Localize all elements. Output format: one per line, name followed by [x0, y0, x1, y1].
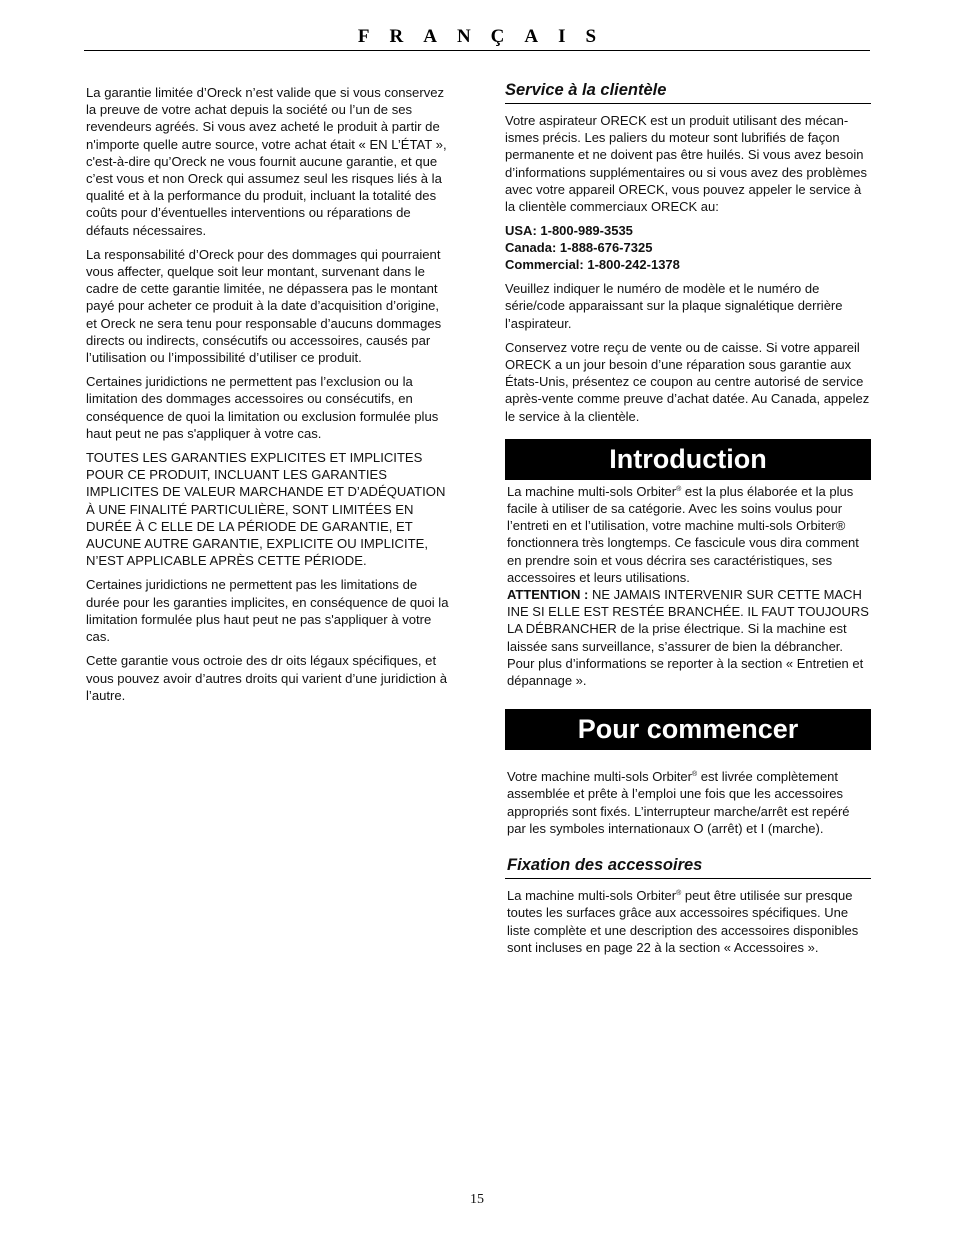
getting-started-banner: Pour commencer — [505, 709, 871, 750]
warranty-paragraph: La responsabilité d’Oreck pour des dommages qui pourraient vous affecter, quelque soit leur montant, survenant dans le cadre de cette garantie limitée, ne dépassera pas le montant payé pour acheter ce produit à la date d’acquisition d’origine, et Oreck ne sera tenu pour responsable d’aucuns dommages directs ou indirects, consécutifs ou accessoires, causés par l’utilisation ou l’impossibilité d’utiliser ce produit. — [86, 246, 442, 366]
warranty-paragraph: Certaines juridictions ne permettent pas l’exclusion ou la limitation des dommages accessoires ou consécutifs, en conséquence de quoi la limitation ou exclusion formulée plus haut peut ne pas s'appliquer à votre cas. — [86, 374, 439, 441]
registered-mark: ® — [676, 485, 682, 493]
warranty-paragraph: Certaines juridictions ne permettent pas les limitations de durée pour les garanties implicites, en conséquence de quoi la limitation formulée plus haut peut ne pas s'appliquer à votre cas. — [86, 577, 449, 645]
introduction-banner: Introduction — [505, 439, 871, 480]
page-language-header: FRANÇAIS — [357, 26, 617, 47]
info-column — [505, 80, 871, 963]
warranty-paragraph: Cette garantie vous octroie des dr oits légaux spécifiques, et vous pouvez avoir d’autres droits qui varient d’une juridiction à l’autre. — [86, 653, 448, 703]
warranty-column — [86, 84, 450, 711]
header-divider — [84, 50, 870, 51]
registered-mark: ® — [676, 890, 682, 898]
phone-commercial: Commercial: 1-800-242-1378 — [505, 257, 680, 273]
phone-canada: Canada: 1-888-676-7325 — [505, 240, 653, 256]
accessories-heading: Fixation des accessoires — [505, 855, 871, 879]
warranty-paragraph: TOUTES LES GARANTIES EXPLICITES ET IMPLICITES POUR CE PRODUIT, INCLUANT LES GARANTIES IMPLICITES DE VALEUR MARCHANDE ET D’ADÉQUATION À UNE FINALITÉ PARTICULIÈRE, SONT LIMITÉES EN DURÉE À C ELLE DE LA PÉRIODE DE GARANTIE, ET AUCUNE AUTRE GARANTIE, EXPLICITE OU IMPLICITE, N’EST APPLICABLE APRÈS CETTE PÉRIODE. — [86, 450, 446, 569]
service-heading: Service à la clientèle — [505, 80, 871, 104]
accessories-text: La machine multi-sols Orbiter® peut être utilisée sur presque toutes les surfaces grâce aux accessoires spécifiques. Une liste complète et une description des accessoires disponibles sont incluses en page 22 à la section « Accessoires ». — [507, 888, 859, 955]
getting-started-text: Votre machine multi-sols Orbiter® est livrée complètement assemblée et prête à l’emploi une fois que les accessoires appropriés sont fixés. L’interrupteur marche/arrêt est repéré par les symboles internationaux O (arrêt) et I (marche). — [507, 769, 850, 836]
page-number: 15 — [470, 1192, 484, 1207]
receipt-note: Conservez votre reçu de vente ou de caisse. Si votre appareil ORECK a un jour besoin d’une réparation sous garantie aux États-Unis, présentez ce coupon au centre autorisé de service après-vente comme preuve d’achat datée. Au Canada, appelez le service à la clientèle. — [505, 339, 870, 424]
model-note: Veuillez indiquer le numéro de modèle et le numéro de série/code apparaissant sur la plaque signalétique derrière l’aspirateur. — [505, 281, 843, 331]
attention-label: ATTENTION : — [507, 587, 589, 603]
phone-usa: USA: 1-800-989-3535 — [505, 223, 633, 239]
service-intro: Votre aspirateur ORECK est un produit utilisant des mécan-ismes précis. Les paliers du moteur sont lubrifiés de façon permanente et ne doivent pas être huilés. Si vous avez besoin d’informations supplémentaires ou si vous avez des problèmes avec votre appareil ORECK, vous pouvez appeler le service à la clientèle commerciaux ORECK au: — [505, 113, 868, 215]
registered-mark: ® — [691, 771, 698, 779]
introduction-text: La machine multi-sols Orbiter® est la plus élaborée et la plus facile à utiliser de sa catégorie. Avec les soins voulus pour l’entreti en et l’utilisation, votre machine multi-sols Orbiter® fonctionnera très longtemps. Ce fascicule vous dira comment en prendre soin et vous décrira ses caractéristiques, ses accessoires et leurs utilisations. ATTENTION : NE JAMAIS INTERVENIR SUR CETTE MACH INE SI ELLE EST RESTÉE BRANCHÉE. IL FAUT TOUJOURS LA DÉBRANCHER de la prise électrique. Si la machine est laissée sans surveillance, s’assurer de bien la débrancher. Pour plus d’informations se reporter à la section « Entretien et dépannage ». — [507, 483, 869, 689]
phone-list — [505, 222, 871, 273]
warranty-paragraph: La garantie limitée d’Oreck n’est valide que si vous conservez la preuve de votre achat depuis la société ou l’un de ses revendeurs agréés. Si vous avez acheté le produit à partir de n'importe quelle autre source, votre achat était « EN L’ÉTAT », c'est-à-dire qu’Oreck ne vous fournit aucune garantie, et que c’est vous et non Oreck qui assumez seul les risques liés à la qualité et à la performance du produit, incluant la totalité des coûts pour d’éventuelles interventions ou réparations de défauts nécessaires. — [86, 85, 447, 238]
